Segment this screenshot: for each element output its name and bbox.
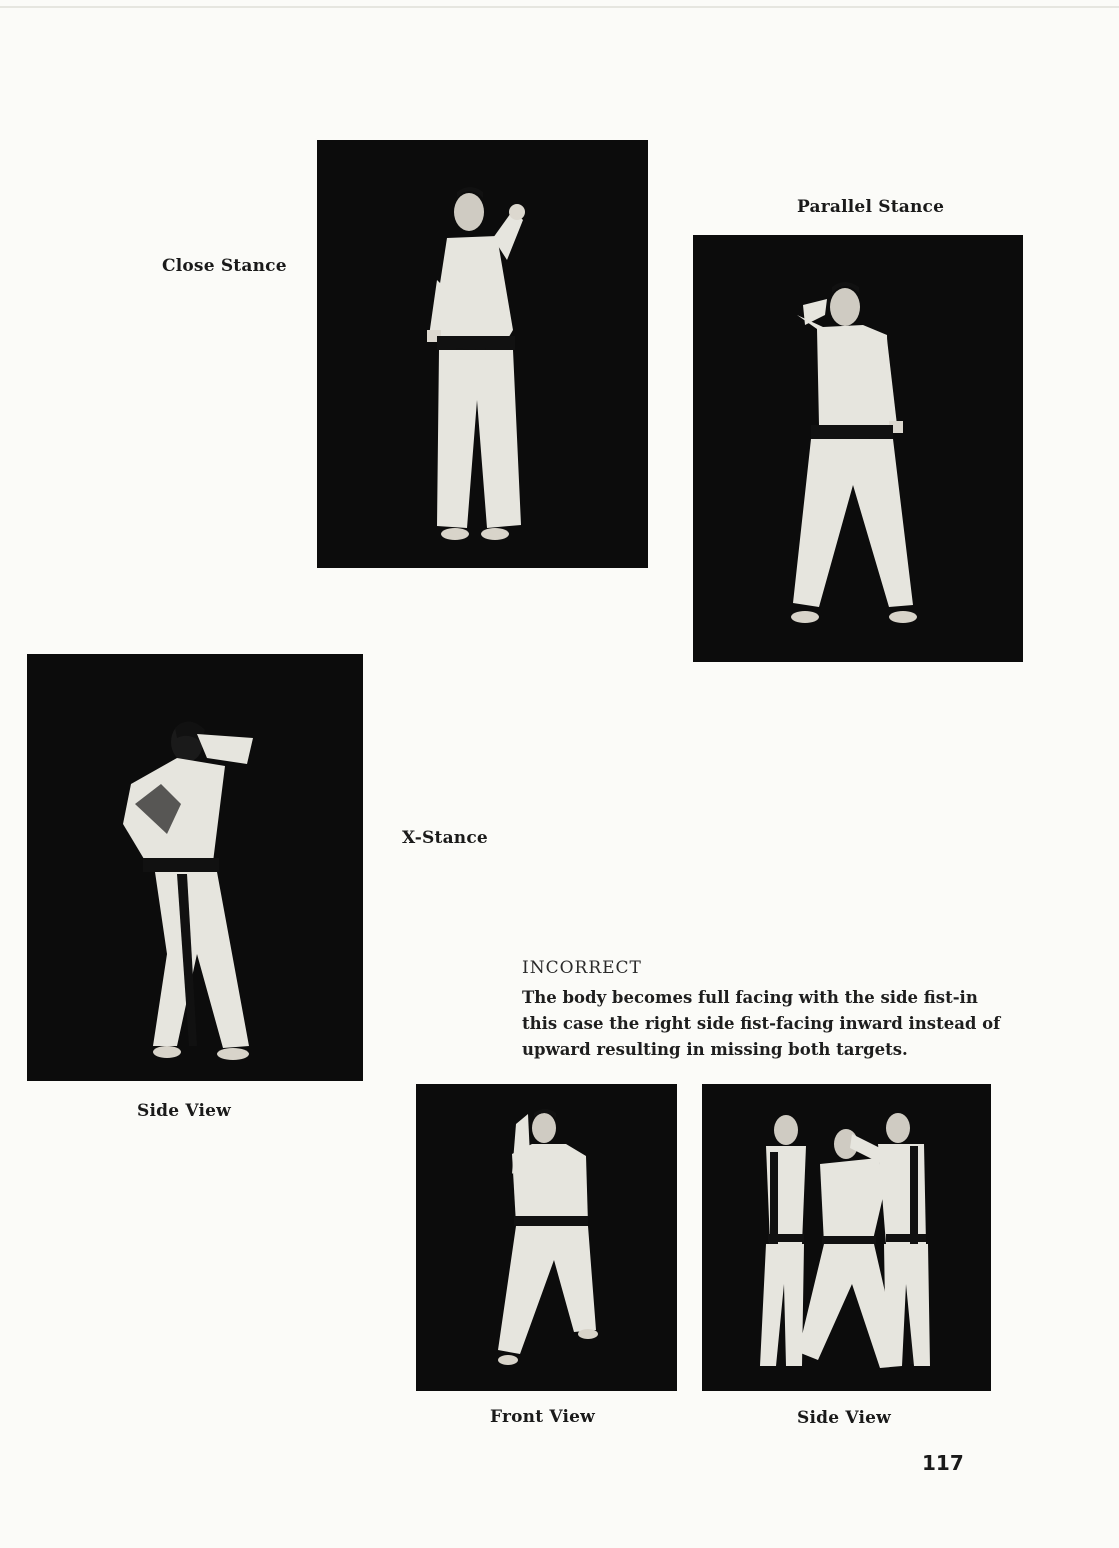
figure-incorrect-side bbox=[702, 1084, 991, 1391]
figure-x-stance bbox=[27, 654, 363, 1081]
caption-side-view-incorrect: Side View bbox=[797, 1408, 891, 1428]
photo-incorrect-front-view bbox=[416, 1084, 677, 1391]
page-number: 117 bbox=[922, 1451, 964, 1475]
figure-parallel-stance bbox=[693, 235, 1023, 662]
photo-close-stance bbox=[317, 140, 648, 568]
photo-x-stance-side-view bbox=[27, 654, 363, 1081]
caption-x-stance: X-Stance bbox=[402, 828, 488, 848]
caption-parallel-stance: Parallel Stance bbox=[797, 197, 945, 217]
figure-incorrect-front bbox=[416, 1084, 677, 1391]
scan-edge-line bbox=[0, 6, 1119, 8]
figure-close-stance bbox=[317, 140, 648, 568]
caption-side-view-x-stance: Side View bbox=[137, 1101, 231, 1121]
photo-parallel-stance bbox=[693, 235, 1023, 662]
incorrect-heading: INCORRECT bbox=[522, 958, 642, 978]
incorrect-description: The body becomes full facing with the side fist-in this case the right side fist-facing inward instead of upward resulting in missing both targets. bbox=[522, 988, 1001, 1059]
caption-close-stance: Close Stance bbox=[162, 256, 287, 276]
caption-front-view: Front View bbox=[490, 1407, 595, 1427]
photo-incorrect-side-view bbox=[702, 1084, 991, 1391]
